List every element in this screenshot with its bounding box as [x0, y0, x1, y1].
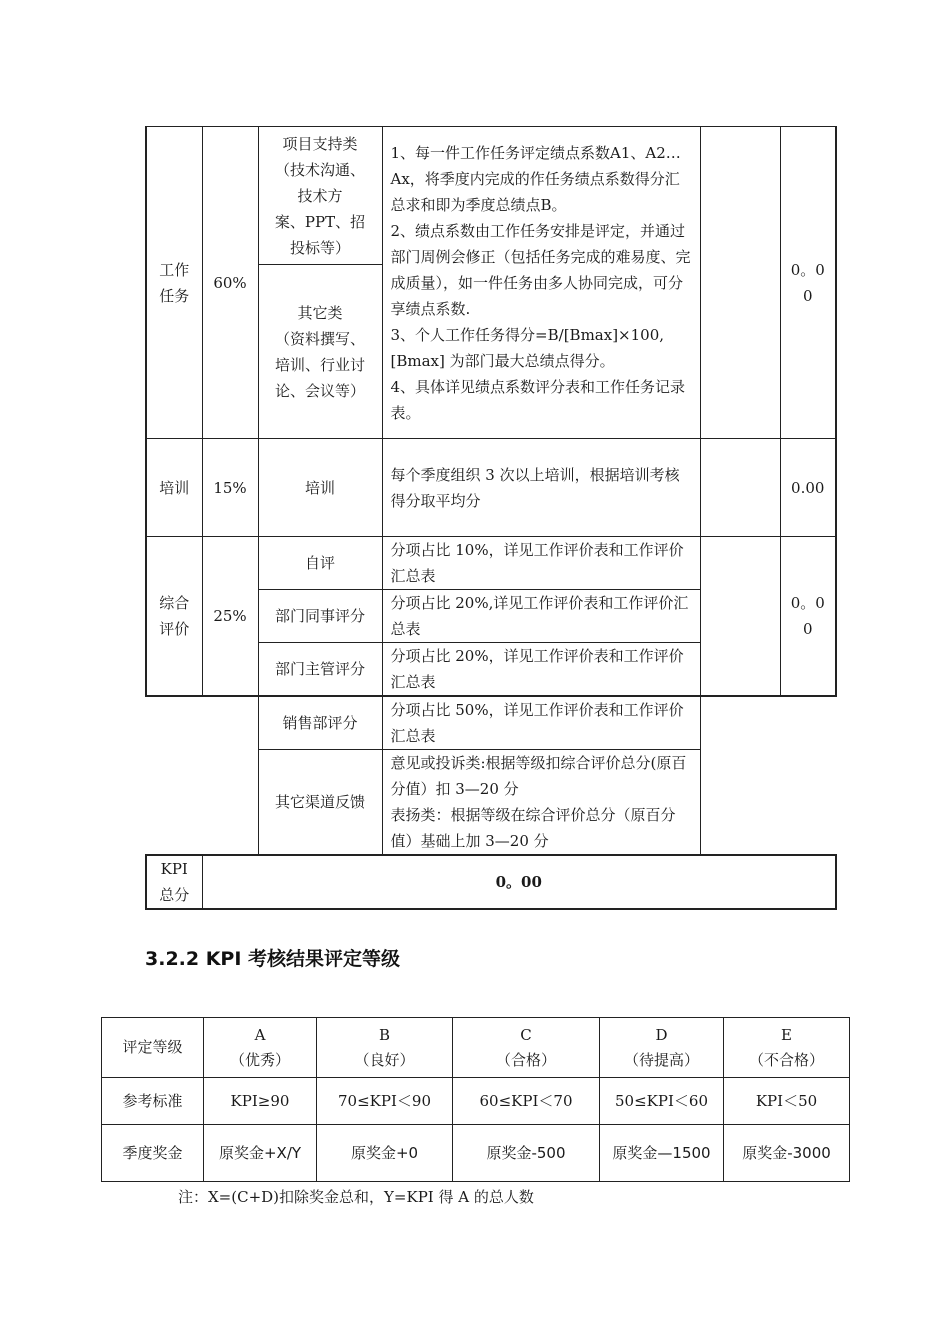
total-label: KPI 总分 [146, 855, 202, 909]
bonus-d: 原奖金—1500 [600, 1125, 724, 1182]
sub-project-support: 项目支持类 （技术沟通、 技术方 案、PPT、招 投标等） [258, 127, 382, 265]
table-row [146, 439, 836, 537]
bonus-a: 原奖金+X/Y [204, 1125, 317, 1182]
table-row [146, 750, 836, 856]
bonus-e: 原奖金-3000 [724, 1125, 850, 1182]
weight-evaluation: 25% [202, 537, 258, 697]
standard-b: 70≤KPI＜90 [317, 1078, 453, 1125]
bonus-b: 原奖金+0 [317, 1125, 453, 1182]
empty-cell [700, 750, 780, 856]
grade-c: C （合格） [453, 1018, 600, 1078]
grade-e: E （不合格） [724, 1018, 850, 1078]
table-row [102, 1125, 850, 1182]
table-row [146, 127, 836, 265]
row-header-bonus: 季度奖金 [102, 1125, 204, 1182]
row-header-grade: 评定等级 [102, 1018, 204, 1078]
table-row [146, 855, 836, 909]
section-heading: 3.2.2 KPI 考核结果评定等级 [145, 948, 401, 970]
table-row [102, 1078, 850, 1125]
desc-self: 分项占比 10%，详见工作评价表和工作评价汇总表 [382, 537, 700, 590]
grade-b: B （良好） [317, 1018, 453, 1078]
bonus-c: 原奖金-500 [453, 1125, 600, 1182]
table-row [102, 1018, 850, 1078]
score-work: 0。0 0 [780, 127, 836, 439]
empty-cell [146, 696, 258, 750]
desc-sales: 分项占比 50%，详见工作评价表和工作评价汇总表 [382, 696, 700, 750]
sub-other-channels: 其它渠道反馈 [258, 750, 382, 856]
weight-work: 60% [202, 127, 258, 439]
grade-table [101, 1017, 850, 1182]
score-evaluation: 0。0 0 [780, 537, 836, 697]
standard-c: 60≤KPI＜70 [453, 1078, 600, 1125]
grade-d: D （待提高） [600, 1018, 724, 1078]
total-value: 0。00 [202, 855, 836, 909]
sub-supervisor: 部门主管评分 [258, 643, 382, 697]
table-row [146, 696, 836, 750]
sub-other: 其它类 （资料撰写、 培训、行业讨 论、会议等） [258, 265, 382, 439]
standard-a: KPI≥90 [204, 1078, 317, 1125]
standard-d: 50≤KPI＜60 [600, 1078, 724, 1125]
desc-training: 每个季度组织 3 次以上培训，根据培训考核得分取平均分 [382, 439, 700, 537]
blank-cell [700, 127, 780, 439]
desc-colleague: 分项占比 20%,详见工作评价表和工作评价汇总表 [382, 590, 700, 643]
desc-work: 1、每一件工作任务评定绩点系数A1、A2…Ax，将季度内完成的作任务绩点系数得分汇总求和即为季度总绩点B。 2、绩点系数由工作任务安排是评定，并通过部门周例会修正（包括任务完成的难易度、完成质量），如一件任务由多人协同完成，可分享绩点系数. 3、个人工作任务得分=B/[Bmax]×100,[Bmax] 为部门最大总绩点得分。 4、具体详见绩点系数评分表和工作任务记录表。 [382, 127, 700, 439]
grade-a: A （优秀） [204, 1018, 317, 1078]
blank-cell [700, 439, 780, 537]
empty-cell [780, 750, 836, 856]
empty-cell [780, 696, 836, 750]
standard-e: KPI＜50 [724, 1078, 850, 1125]
kpi-scoring-table [145, 126, 837, 910]
score-training: 0.00 [780, 439, 836, 537]
table-row [146, 537, 836, 590]
sub-training: 培训 [258, 439, 382, 537]
footnote: 注：X=(C+D)扣除奖金总和，Y=KPI 得 A 的总人数 [178, 1188, 534, 1206]
empty-cell [146, 750, 258, 856]
category-work: 工作 任务 [146, 127, 202, 439]
sub-sales: 销售部评分 [258, 696, 382, 750]
empty-cell [700, 696, 780, 750]
desc-other-channels: 意见或投诉类:根据等级扣综合评价总分(原百分值）扣 3—20 分 表扬类：根据等级在综合评价总分（原百分值）基础上加 3—20 分 [382, 750, 700, 856]
category-evaluation: 综合 评价 [146, 537, 202, 697]
blank-cell [700, 537, 780, 697]
weight-training: 15% [202, 439, 258, 537]
category-training: 培训 [146, 439, 202, 537]
desc-supervisor: 分项占比 20%，详见工作评价表和工作评价汇总表 [382, 643, 700, 697]
sub-self: 自评 [258, 537, 382, 590]
sub-colleague: 部门同事评分 [258, 590, 382, 643]
row-header-standard: 参考标准 [102, 1078, 204, 1125]
